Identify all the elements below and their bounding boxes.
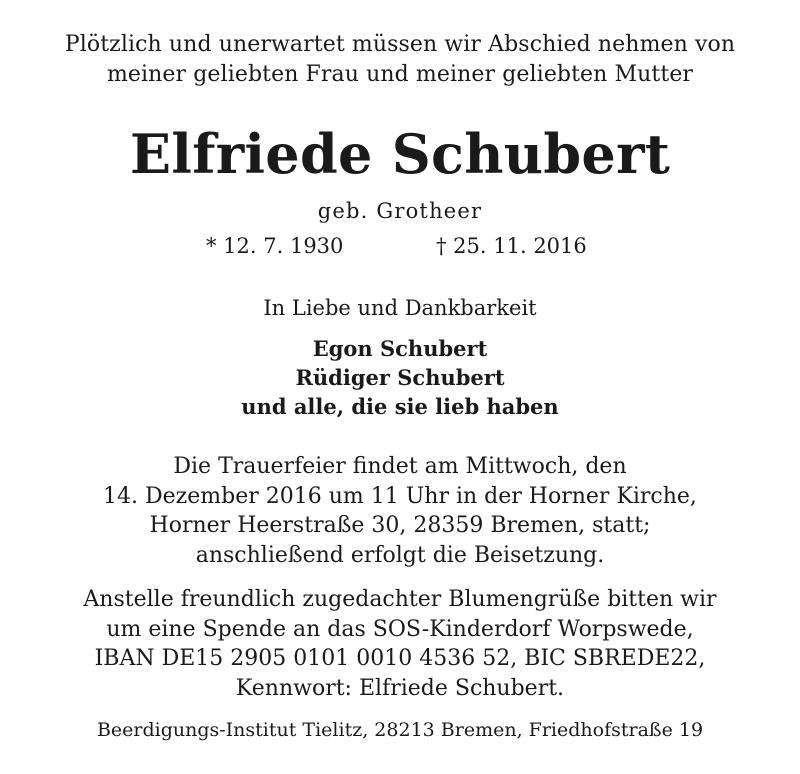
- donation-line-4: Kennwort: Elfriede Schubert.: [235, 676, 565, 701]
- intro-line-1: Plötzlich und unerwartet müssen wir Abschied nehmen von: [64, 32, 736, 57]
- donation-line-3: IBAN DE15 2905 0101 0010 4536 52, BIC SBREDE22,: [94, 646, 706, 671]
- donation-line-1: Anstelle freundlich zugedachter Blumengrüße bitten wir: [83, 587, 717, 612]
- mourner-1: Egon Schubert: [312, 336, 488, 361]
- birth-date: * 12. 7. 1930: [206, 234, 344, 258]
- service-line-4: anschließend erfolgt die Beisetzung.: [195, 543, 605, 568]
- intro-line-2: meiner geliebten Frau und meiner geliebten Mutter: [106, 62, 694, 87]
- funeral-home-line: Beerdigungs-Institut Tielitz, 28213 Bremen, Friedhofstraße 19: [96, 719, 704, 741]
- deceased-name: Elfriede Schubert: [129, 122, 671, 186]
- mourner-3: und alle, die sie lieb haben: [241, 394, 559, 419]
- death-date: † 25. 11. 2016: [436, 234, 587, 258]
- service-line-2: 14. Dezember 2016 um 11 Uhr in der Horner Kirche,: [103, 484, 697, 509]
- donation-line-2: um eine Spende an das SOS-Kinderdorf Worpswede,: [106, 617, 694, 642]
- mourner-2: Rüdiger Schubert: [295, 365, 505, 390]
- maiden-name: geb. Grotheer: [317, 199, 483, 223]
- service-line-3: Horner Heerstraße 30, 28359 Bremen, statt;: [149, 513, 651, 538]
- tribute-line: In Liebe und Dankbarkeit: [263, 296, 537, 320]
- service-line-1: Die Trauerfeier findet am Mittwoch, den: [173, 454, 627, 479]
